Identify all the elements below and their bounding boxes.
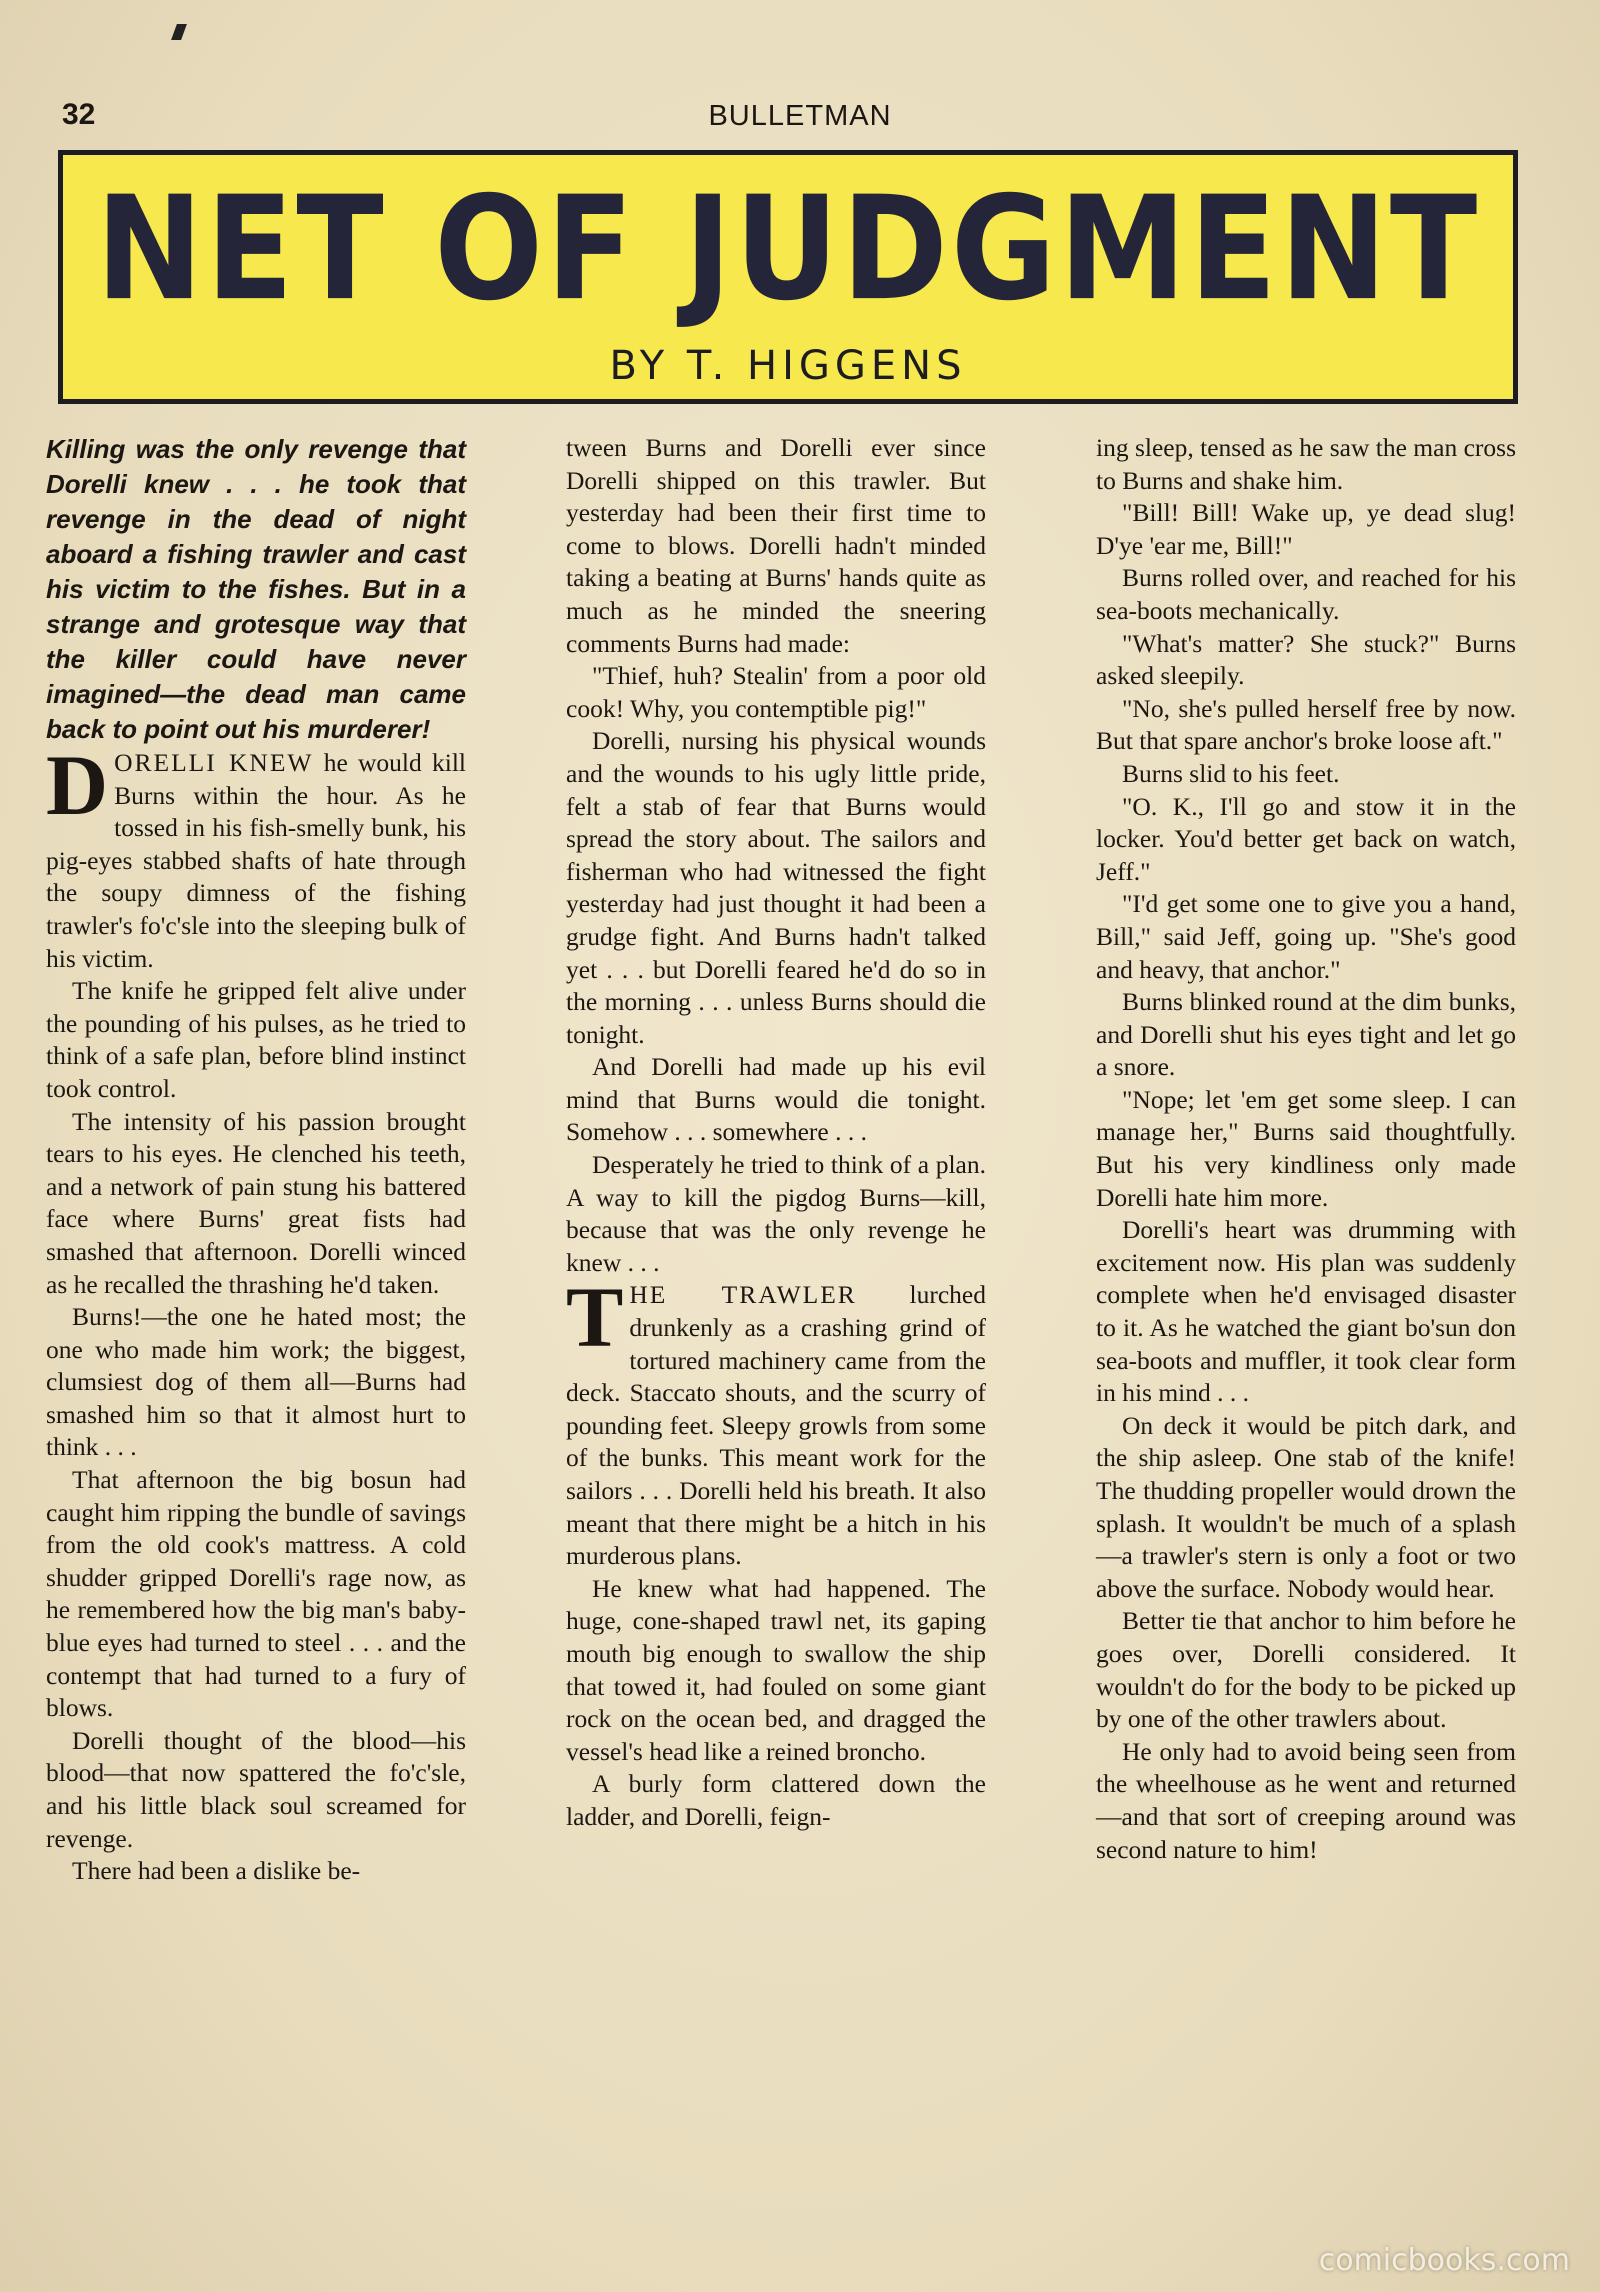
running-head: BULLETMAN (708, 100, 892, 132)
paragraph: "I'd get some one to give you a hand, Bill," said Jeff, going up. "She's good and heavy, that anchor." (1096, 889, 1516, 984)
paragraph: "Thief, huh? Stealin' from a poor old cook! Why, you contemptible pig!" (566, 661, 986, 723)
paragraph: Desperately he tried to think of a plan. A way to kill the pigdog Burns—kill, because that was the only revenge he knew . . . (566, 1150, 986, 1277)
section-opening-paragraph (566, 1269, 986, 1572)
paragraph: Better tie that anchor to him before he goes over, Dorelli considered. It wouldn't do for the body to be picked up by one of the other trawlers about. (1096, 1606, 1516, 1734)
paragraph: ing sleep, tensed as he saw the man cross to Burns and shake him. (1096, 433, 1516, 495)
paragraph: A burly form clattered down the ladder, and Dorelli, feign- (566, 1769, 986, 1831)
page-number: 32 (62, 98, 96, 131)
paragraph: He only had to avoid being seen from the wheelhouse as he went and returned—and that sort of creeping around was second nature to him! (1096, 1736, 1516, 1864)
watermark: comicbooks.com (1318, 2243, 1570, 2278)
paragraph: Dorelli's heart was drumming with excitement now. His plan was suddenly complete when he'd envisaged disaster to it. As he watched the giant bo'sun don sea-boots and muffler, it took clear form in his mind . . . (1096, 1215, 1516, 1408)
paragraph: The knife he gripped felt alive under the pounding of his pulses, as he tried to think of a safe plan, before blind instinct took control. (46, 976, 466, 1103)
title-banner (58, 150, 1518, 404)
intro-blurb: Killing was the only revenge that Dorelli knew . . . he took that revenge in the dead of night aboard a fishing trawler and cast his victim to the fishes. But in a strange and grotesque way that the killer could have never imagined—the dead man came back to point out his murderer! (46, 434, 466, 744)
paragraph: "O. K., I'll go and stow it in the locker. You'd better get back on watch, Jeff." (1096, 791, 1516, 886)
paragraph: The intensity of his passion brought tears to his eyes. He clenched his teeth, and a network of pain stung his battered face where Burns' great fists had smashed that afternoon. Dorelli winced as he recalled the thrashing he'd taken. (46, 1106, 466, 1299)
print-mark (171, 24, 187, 40)
paragraph: Burns rolled over, and reached for his sea-boots mechanically. (1096, 563, 1516, 625)
paragraph: Burns slid to his feet. (1122, 758, 1340, 788)
paragraph-text: lurched drunkenly as a crashing grind of tortured machinery came from the deck. Staccato shouts, and the scurry of pounding feet. Sleepy growls from some of the bunks. This meant work for the sailors . . . Dorelli held his breath. It also meant that there might be a hitch in his murderous plans. (566, 1280, 986, 1571)
story-title: NET OF JUDGMENT (95, 166, 1481, 333)
paragraph: tween Burns and Dorelli ever since Dorelli shipped on this trawler. But yesterday had been their first time to come to blows. Dorelli hadn't minded taking a beating at Burns' hands quite as much as he minded the sneering comments Burns had made: (566, 433, 986, 658)
paragraph: "Nope; let 'em get some sleep. I can manage her," Burns said thoughtfully. But his very kindliness only made Dorelli hate him more. (1096, 1084, 1516, 1212)
paragraph: "No, she's pulled herself free by now. But that spare anchor's broke loose aft." (1096, 693, 1516, 756)
paragraph: He knew what had happened. The huge, cone-shaped trawl net, its gaping mouth big enough to swallow the ship that towed it, had fouled on some giant rock on the ocean bed, and dragged the vessel's head like a reined broncho. (566, 1573, 986, 1766)
paragraph: That afternoon the big bosun had caught him ripping the bundle of savings from the old cook's mattress. A cold shudder gripped Dorelli's rage now, as he remembered how the big man's baby-blue eyes had turned to steel . . . and the contempt that had turned to a fury of blows. (46, 1465, 466, 1723)
paragraph: Burns blinked round at the dim bunks, and Dorelli shut his eyes tight and let go a snore. (1096, 987, 1516, 1082)
lead-caps: ORELLI KNEW (114, 748, 314, 777)
column-2 (566, 432, 986, 1834)
paragraph: Dorelli thought of the blood—his blood—that now spattered the fo'c'sle, and his little black soul screamed for revenge. (46, 1725, 466, 1853)
paragraph-text: he would kill Burns within the hour. As he tossed in his fish-smelly bunk, his pig-eyes stabbed shafts of hate through the soupy dimness of the fishing trawler's fo'c'sle into the sleeping bulk of his victim. (46, 748, 466, 973)
paragraph: "What's matter? She stuck?" Burns asked sleepily. (1096, 628, 1516, 691)
column-1 (46, 432, 466, 1888)
column-3 (1096, 432, 1516, 1866)
drop-cap: D (46, 737, 109, 833)
paragraph: "Bill! Bill! Wake up, ye dead slug! D'ye 'ear me, Bill!" (1096, 498, 1516, 560)
paragraph: There had been a dislike be- (72, 1856, 361, 1886)
paragraph: Burns!—the one he hated most; the one who made him work; the biggest, clumsiest dog of them all—Burns had smashed him so that it almost hurt to think . . . (46, 1302, 466, 1462)
byline: BY T. HIGGENS (609, 343, 967, 389)
opening-paragraph (46, 737, 466, 975)
lead-caps: HE TRAWLER (629, 1280, 857, 1310)
paragraph: And Dorelli had made up his evil mind that Burns would die tonight. Somehow . . . somewhere . . . (566, 1052, 986, 1147)
paragraph: On deck it would be pitch dark, and the ship asleep. One stab of the knife! The thudding propeller would drown the splash. It wouldn't be much of a splash—a trawler's stern is only a foot or two above the surface. Nobody would hear. (1096, 1410, 1516, 1603)
drop-cap: T (566, 1269, 624, 1366)
paragraph: Dorelli, nursing his physical wounds and the wounds to his ugly little pride, felt a stab of fear that Burns would spread the story about. The sailors and fisherman who had witnessed the fight yesterday had just thought it had been a grudge fight. And Burns hadn't talked yet . . . but Dorelli feared he'd do so in the morning . . . unless Burns should die tonight. (566, 726, 986, 1049)
